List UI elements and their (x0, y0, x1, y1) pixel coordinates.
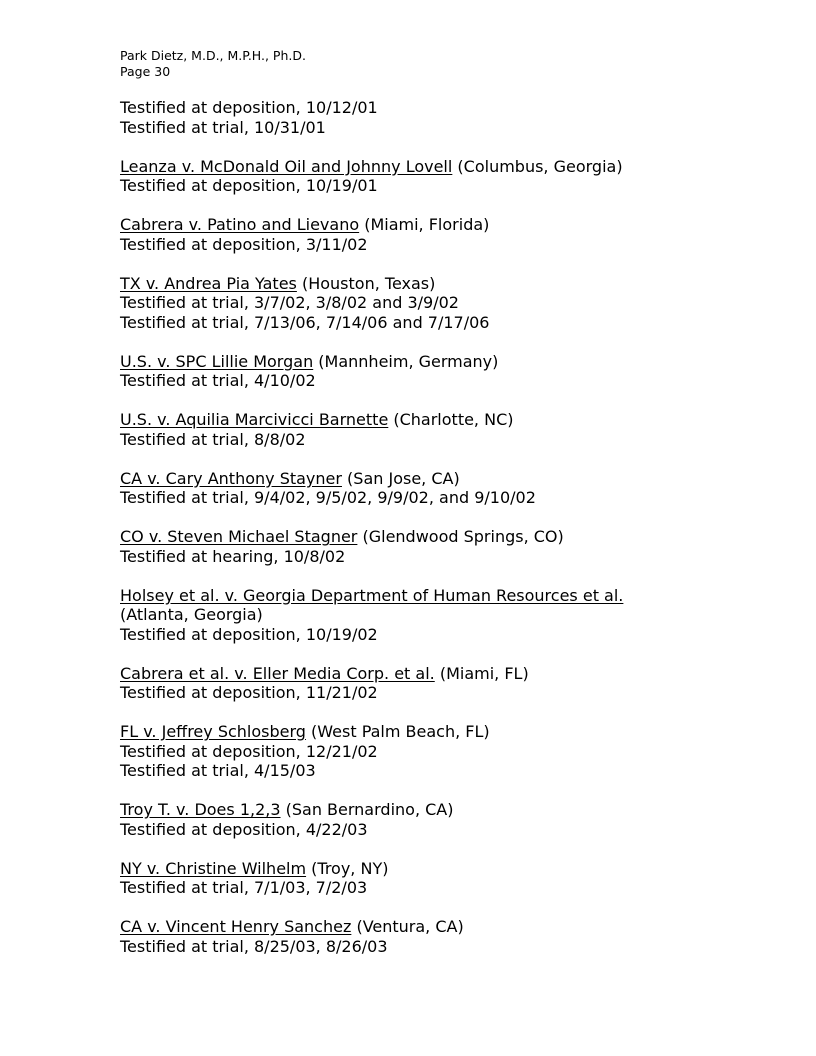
case-heading (120, 157, 760, 177)
case-heading (120, 469, 760, 489)
case-entry (120, 469, 760, 508)
case-location: (San Bernardino, CA) (280, 800, 454, 819)
testimony-line: Testified at deposition, 10/12/01 (120, 98, 378, 117)
testimony-line: Testified at trial, 10/31/01 (120, 117, 326, 137)
case-title: Cabrera et al. v. Eller Media Corp. et al. (120, 663, 435, 683)
case-heading (120, 917, 760, 937)
testimony-line: Testified at trial, 8/8/02 (120, 429, 306, 449)
continued-entry (120, 98, 760, 137)
testimony-line: Testified at deposition, 10/19/02 (120, 624, 378, 644)
case-entry (120, 800, 760, 839)
case-heading (120, 527, 760, 547)
case-heading (120, 859, 760, 879)
testimony-line: Testified at deposition, 10/19/01 (120, 176, 378, 195)
testimony-line: Testified at trial, 4/15/03 (120, 761, 316, 780)
author-name: Park Dietz, M.D., M.P.H., Ph.D. (120, 48, 306, 63)
case-entry (120, 664, 760, 703)
page-number: Page 30 (120, 64, 171, 79)
case-location: (Glendwood Springs, CO) (357, 527, 564, 546)
testimony-line: Testified at deposition, 12/21/02 (120, 741, 378, 761)
case-heading (120, 800, 760, 820)
case-entry (120, 859, 760, 898)
case-title: NY v. Christine Wilhelm (120, 858, 307, 878)
case-location: (San Jose, CA) (341, 468, 460, 488)
case-location: (Troy, NY) (306, 858, 389, 878)
case-title: Cabrera v. Patino and Lievano (120, 215, 360, 234)
case-title: CA v. Cary Anthony Stayner (120, 468, 342, 488)
case-title: CO v. Steven Michael Stagner (120, 527, 358, 546)
case-heading (120, 352, 760, 372)
case-location: (West Palm Beach, FL) (305, 722, 490, 741)
case-entry (120, 274, 760, 333)
case-heading (120, 215, 760, 235)
case-heading (120, 410, 760, 430)
case-heading (120, 664, 760, 684)
testimony-line: Testified at trial, 7/1/03, 7/2/03 (120, 878, 368, 897)
case-location: (Ventura, CA) (351, 917, 464, 936)
case-location: (Atlanta, Georgia) (120, 605, 263, 624)
case-title: TX v. Andrea Pia Yates (120, 273, 297, 293)
case-entry (120, 917, 760, 956)
case-entry (120, 527, 760, 566)
case-location: (Miami, Florida) (359, 215, 490, 234)
case-location: (Houston, Texas) (296, 273, 436, 293)
case-entry (120, 586, 760, 645)
document-page (120, 48, 760, 956)
case-entry (120, 410, 760, 449)
case-entry (120, 722, 760, 781)
testimony-line: Testified at deposition, 11/21/02 (120, 683, 378, 702)
case-title: U.S. v. SPC Lillie Morgan (120, 351, 314, 371)
case-location: (Charlotte, NC) (388, 410, 514, 429)
testimony-line: Testified at deposition, 4/22/03 (120, 819, 368, 839)
testimony-line: Testified at trial, 9/4/02, 9/5/02, 9/9/02, and 9/10/02 (120, 488, 536, 507)
case-entry (120, 157, 760, 196)
case-entry (120, 352, 760, 391)
case-heading (120, 722, 760, 742)
case-title: FL v. Jeffrey Schlosberg (120, 722, 306, 741)
testimony-line: Testified at deposition, 3/11/02 (120, 234, 368, 254)
case-title: Holsey et al. v. Georgia Department of Human Resources et al. (120, 585, 624, 605)
case-entry (120, 215, 760, 254)
case-title: Troy T. v. Does 1,2,3 (120, 800, 281, 819)
case-title: U.S. v. Aquilia Marcivicci Barnette (120, 410, 389, 429)
testimony-line: Testified at trial, 3/7/02, 3/8/02 and 3/9/02 (120, 293, 459, 312)
case-title: Leanza v. McDonald Oil and Johnny Lovell (120, 156, 453, 176)
page-header (120, 48, 760, 80)
case-heading (120, 274, 760, 294)
case-location: (Mannheim, Germany) (313, 351, 499, 371)
testimony-line: Testified at trial, 7/13/06, 7/14/06 and 7/17/06 (120, 312, 490, 332)
case-heading (120, 586, 760, 606)
case-location: (Miami, FL) (434, 663, 529, 683)
case-location: (Columbus, Georgia) (452, 156, 623, 176)
case-title: CA v. Vincent Henry Sanchez (120, 917, 352, 936)
testimony-line: Testified at hearing, 10/8/02 (120, 546, 346, 566)
testimony-line: Testified at trial, 8/25/03, 8/26/03 (120, 936, 388, 956)
testimony-line: Testified at trial, 4/10/02 (120, 371, 316, 390)
